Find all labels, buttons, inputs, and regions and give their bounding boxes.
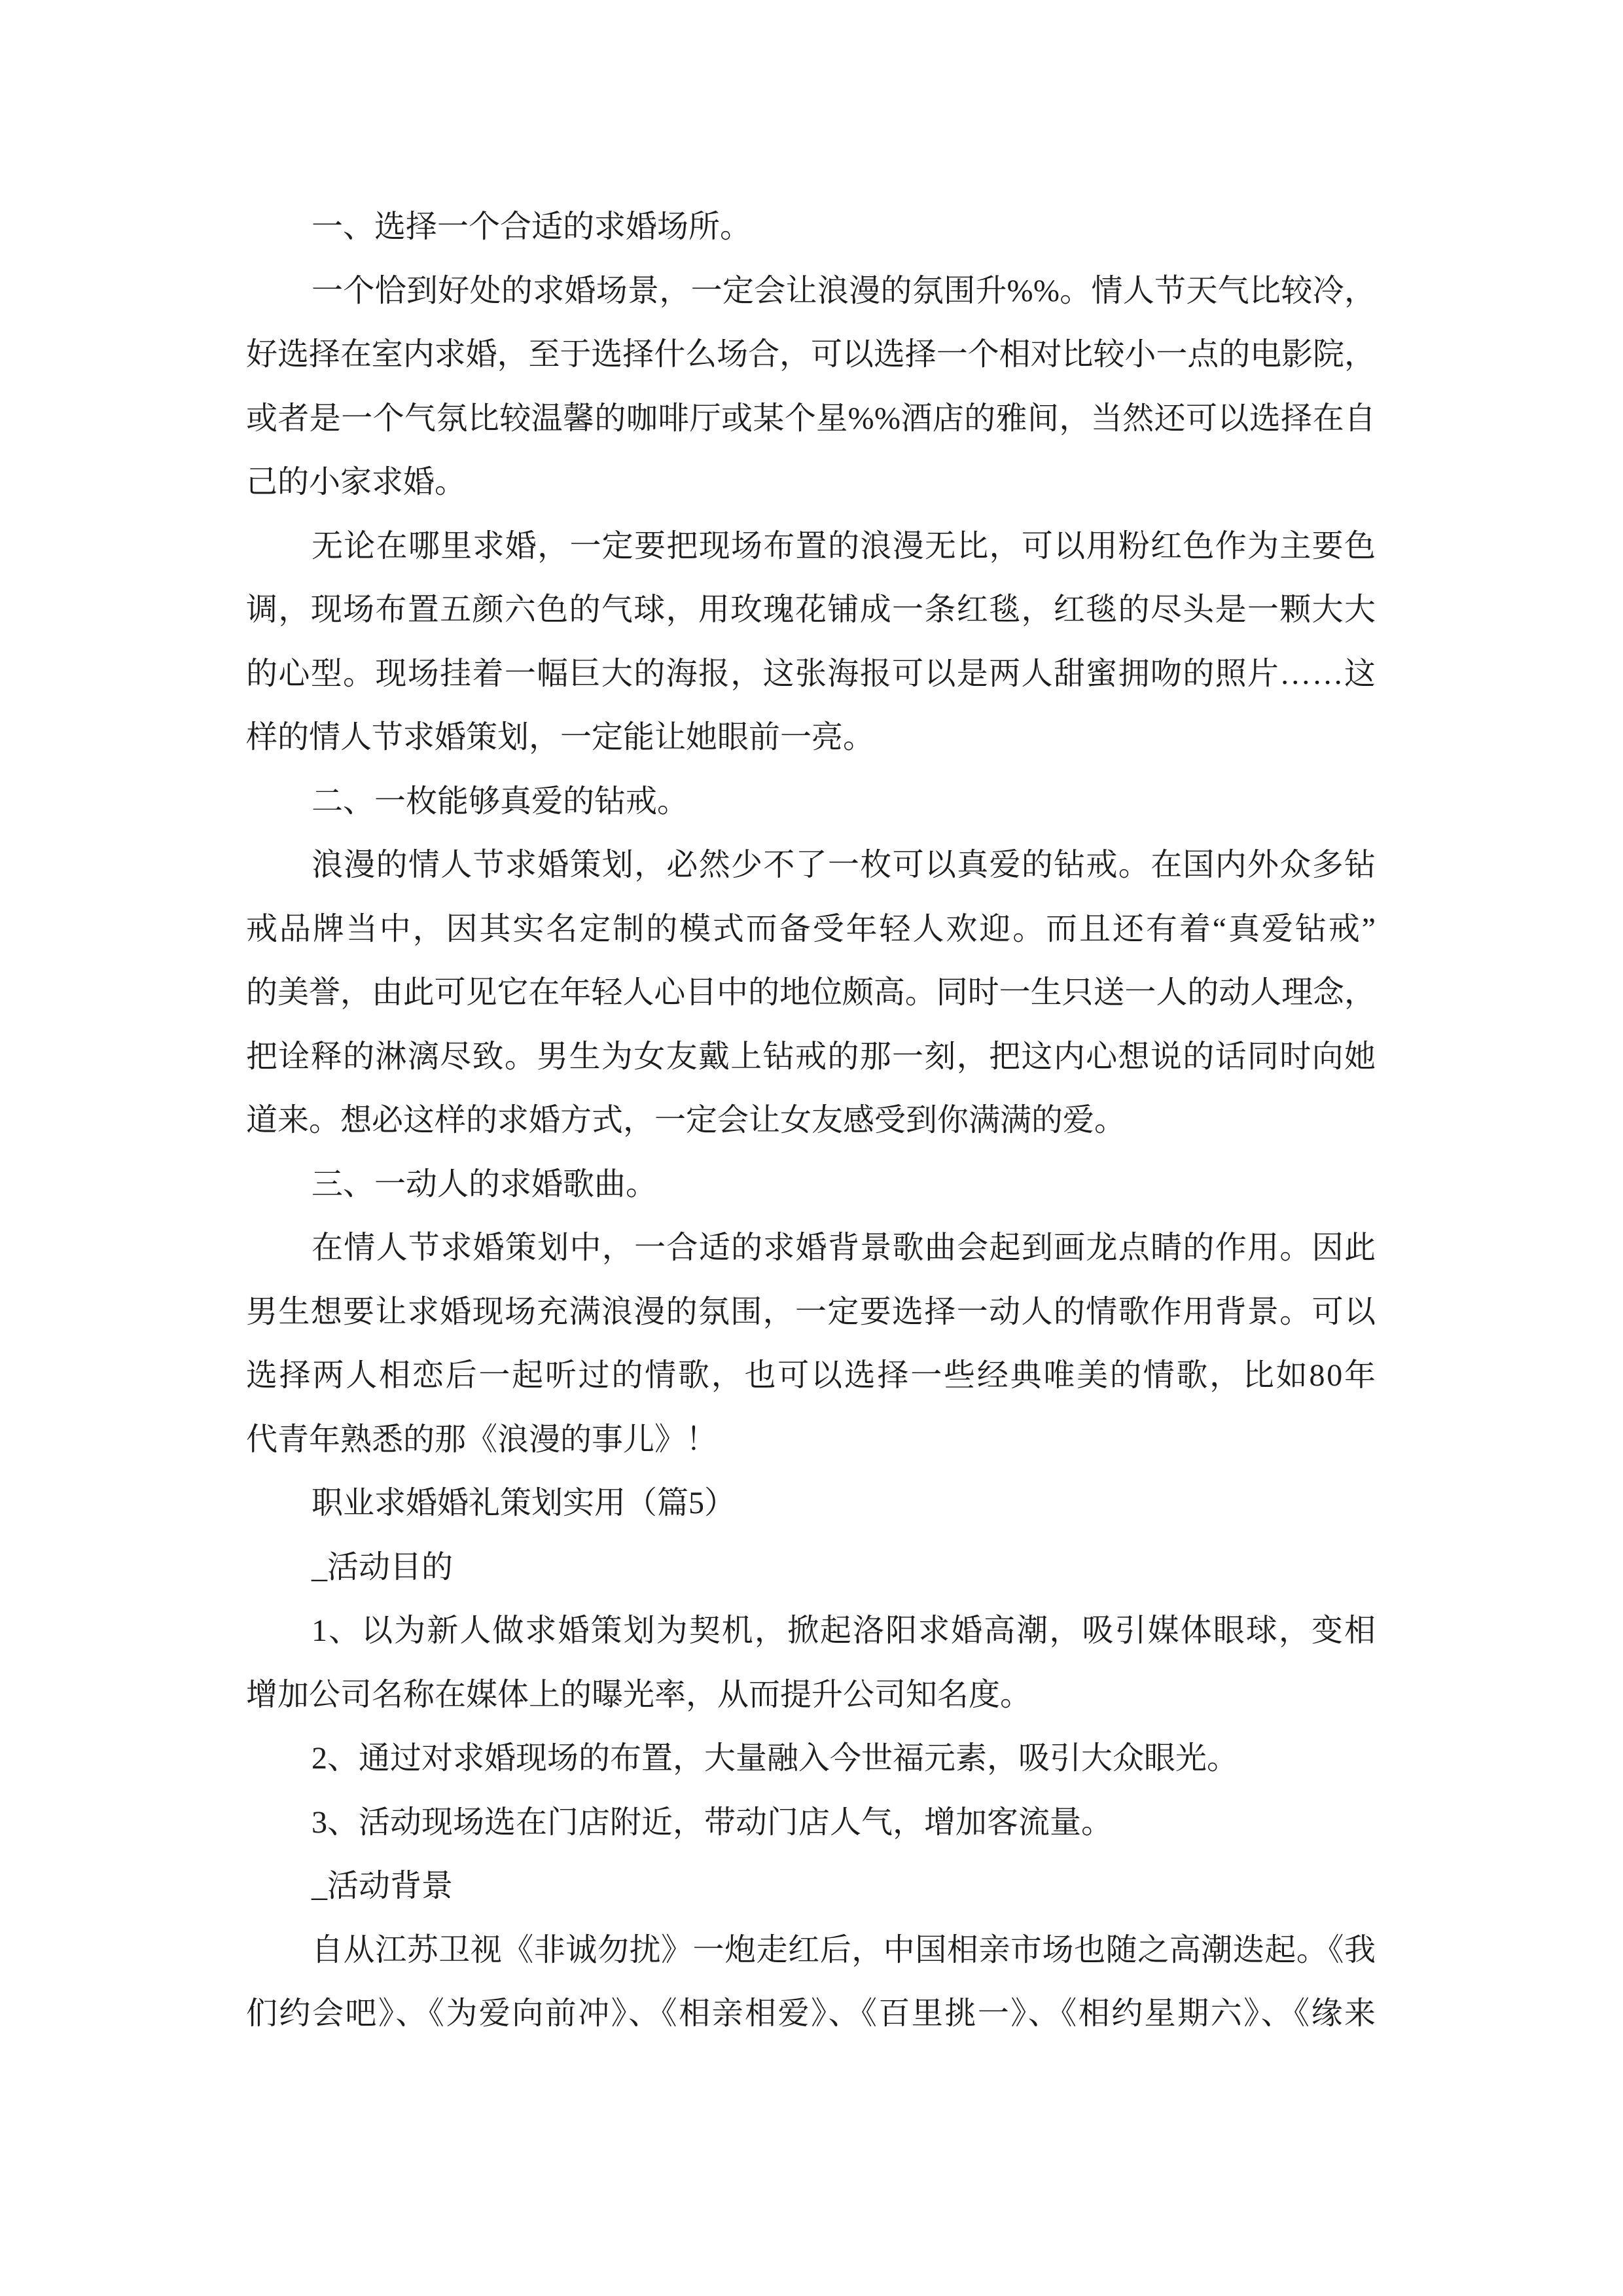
text-line: 在情人节求婚策划中，一合适的求婚背景歌曲会起到画龙点睛的作用。因此 bbox=[312, 1230, 1377, 1265]
text-line: 的美誉，由此可见它在年轻人心目中的地位颇高。同时一生只送一人的动人理念， bbox=[246, 975, 1376, 1010]
section-heading-venue bbox=[246, 195, 1376, 259]
paragraph-venue bbox=[246, 259, 1376, 514]
text-line: 增加公司名称在媒体上的曝光率，从而提升公司知名度。 bbox=[246, 1677, 1032, 1712]
text-line: 职业求婚婚礼策划实用（篇5） bbox=[312, 1486, 736, 1520]
text-line: 2、通过对求婚现场的布置，大量融入今世福元素，吸引大众眼光。 bbox=[312, 1741, 1239, 1776]
text-line: 一个恰到好处的求婚场景，一定会让浪漫的氛围升%%。情人节天气比较冷， bbox=[312, 273, 1376, 308]
text-line: 的心型。现场挂着一幅巨大的海报，这张海报可以是两人甜蜜拥吻的照片……这 bbox=[246, 656, 1377, 691]
text-line: 自从江苏卫视《非诚勿扰》一炮走红后，中国相亲市场也随之高潮迭起。《我 bbox=[312, 1932, 1376, 1967]
text-line: 1、以为新人做求婚策划为契机，掀起洛阳求婚高潮，吸引媒体眼球，变相 bbox=[312, 1613, 1378, 1648]
list-item-1 bbox=[246, 1599, 1376, 1727]
text-line: 好选择在室内求婚，至于选择什么场合，可以选择一个相对比较小一点的电影院， bbox=[246, 337, 1376, 372]
text-line: 选择两人相恋后一起听过的情歌，也可以选择一些经典唯美的情歌，比如80年 bbox=[246, 1358, 1378, 1393]
paragraph-background bbox=[246, 1918, 1376, 2046]
text-line: _活动目的 bbox=[312, 1549, 454, 1585]
text-line: 们约会吧》、《为爱向前冲》、《相亲相爱》、《百里挑一》、《相约星期六》、《缘来 bbox=[246, 1996, 1378, 2031]
text-line: 二、一枚能够真爱的钻戒。 bbox=[312, 783, 689, 819]
list-item-3 bbox=[246, 1791, 1376, 1855]
article-title bbox=[246, 1471, 1376, 1535]
text-line: 浪漫的情人节求婚策划，必然少不了一枚可以真爱的钻戒。在国内外众多钻 bbox=[312, 848, 1377, 882]
text-line: 己的小家求婚。 bbox=[246, 465, 467, 499]
text-line: 把诠释的淋漓尽致。男生为女友戴上钻戒的那一刻，把这内心想说的话同时向她 bbox=[246, 1039, 1377, 1074]
text-line: 戒品牌当中，因其实名定制的模式而备受年轻人欢迎。而且还有着“真爱钻戒” bbox=[246, 911, 1378, 946]
list-item-2 bbox=[246, 1727, 1376, 1791]
paragraph-ring bbox=[246, 833, 1376, 1153]
text-line: _活动背景 bbox=[312, 1869, 454, 1903]
text-line: 调，现场布置五颜六色的气球，用玫瑰花铺成一条红毯，红毯的尽头是一颗大大 bbox=[246, 592, 1377, 627]
text-line: 代青年熟悉的那《浪漫的事儿》！ bbox=[246, 1422, 718, 1457]
paragraph-decoration bbox=[246, 514, 1376, 770]
subheading-background bbox=[246, 1854, 1376, 1918]
text-line: 样的情人节求婚策划，一定能让她眼前一亮。 bbox=[246, 720, 875, 755]
document-body bbox=[246, 195, 1376, 2046]
text-line: 三、一动人的求婚歌曲。 bbox=[312, 1166, 658, 1202]
text-line: 男生想要让求婚现场充满浪漫的氛围，一定要选择一动人的情歌作用背景。可以 bbox=[246, 1294, 1377, 1329]
text-line: 3、活动现场选在门店附近，带动门店人气，增加客流量。 bbox=[312, 1804, 1113, 1840]
text-line: 或者是一个气氛比较温馨的咖啡厅或某个星%%酒店的雅间，当然还可以选择在自 bbox=[246, 401, 1376, 436]
section-heading-song bbox=[246, 1153, 1376, 1217]
text-line: 道来。想必这样的求婚方式，一定会让女友感受到你满满的爱。 bbox=[246, 1103, 1126, 1138]
subheading-purpose bbox=[246, 1535, 1376, 1600]
text-line: 无论在哪里求婚，一定要把现场布置的浪漫无比，可以用粉红色作为主要色 bbox=[312, 528, 1377, 564]
paragraph-song bbox=[246, 1216, 1376, 1471]
text-line: 一、选择一个合适的求婚场所。 bbox=[312, 209, 752, 244]
section-heading-ring bbox=[246, 770, 1376, 834]
